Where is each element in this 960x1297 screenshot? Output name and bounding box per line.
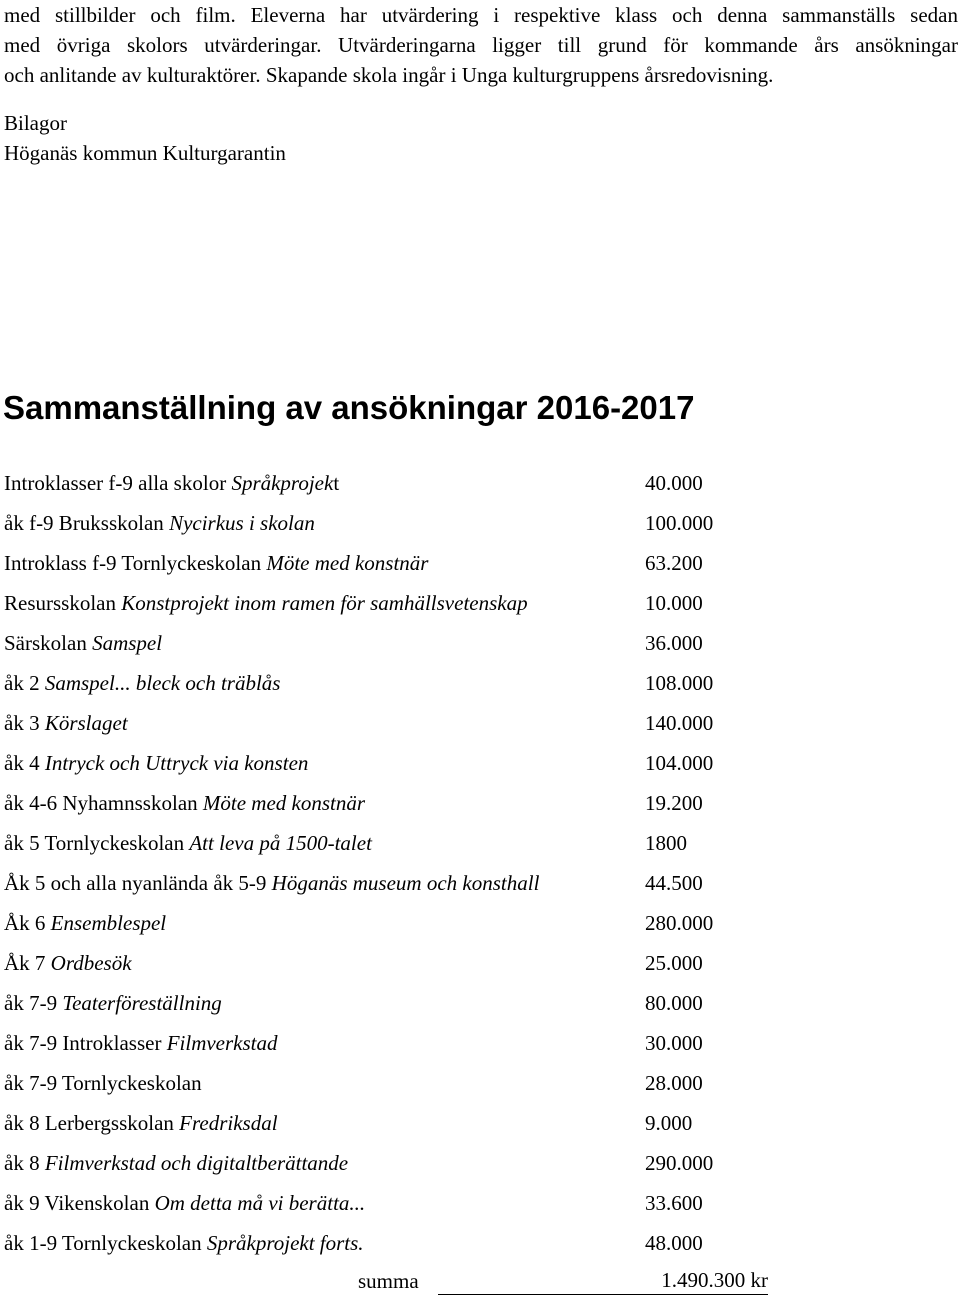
- application-row: [4, 867, 944, 907]
- application-row: [4, 707, 944, 747]
- application-row: [4, 547, 944, 587]
- application-school: åk 8 Lerbergsskolan: [4, 1111, 180, 1135]
- intro-line: och anlitande av kulturaktörer. Skapande skola ingår i Unga kulturgruppens årsredovisning.: [4, 63, 774, 87]
- application-school: åk 9 Vikenskolan: [4, 1191, 155, 1215]
- application-description: [4, 1107, 278, 1139]
- attachments-label: Bilagor: [4, 111, 67, 135]
- attachments-section: [4, 108, 286, 168]
- application-school: åk f-9 Bruksskolan: [4, 511, 170, 535]
- application-amount: 140.000: [645, 711, 714, 735]
- application-amount: 36.000: [645, 631, 703, 655]
- application-row: [4, 827, 944, 867]
- application-amount: 44.500: [645, 871, 703, 895]
- application-project: Möte med konstnär: [202, 791, 366, 815]
- application-row: [4, 907, 944, 947]
- application-amount: 40.000: [645, 471, 703, 495]
- attachment-item: Höganäs kommun Kulturgarantin: [4, 141, 286, 165]
- application-row: [4, 467, 944, 507]
- application-project-suffix: t: [333, 471, 340, 495]
- application-description: [4, 1027, 278, 1059]
- application-project: Ensemblespel: [50, 911, 167, 935]
- application-school: Åk 7: [4, 951, 51, 975]
- application-school: Introklasser f-9 alla skolor: [4, 471, 232, 495]
- application-project: Körslaget: [44, 711, 128, 735]
- application-project: Om detta må vi berätta...: [154, 1191, 366, 1215]
- application-school: åk 3: [4, 711, 45, 735]
- application-row: [4, 747, 944, 787]
- application-description: [4, 867, 539, 899]
- application-description: [4, 747, 308, 779]
- application-description: [4, 547, 428, 579]
- application-amount: 80.000: [645, 991, 703, 1015]
- application-description: [4, 627, 162, 659]
- application-school: Åk 6: [4, 911, 51, 935]
- application-school: åk 7-9: [4, 991, 63, 1015]
- total-label: summa: [358, 1269, 419, 1293]
- application-project: Språkprojek: [231, 471, 334, 495]
- application-description: [4, 987, 222, 1019]
- application-description: [4, 467, 339, 499]
- application-row: [4, 1027, 944, 1067]
- application-amount: 48.000: [645, 1231, 703, 1255]
- application-description: [4, 1227, 364, 1259]
- application-amount: 28.000: [645, 1071, 703, 1095]
- application-amount: 9.000: [645, 1111, 693, 1135]
- application-project: Intryck och Uttryck via konsten: [44, 751, 309, 775]
- application-row: [4, 1147, 944, 1187]
- application-school: åk 4-6 Nyhamnsskolan: [4, 791, 203, 815]
- application-project: Filmverkstad och digitaltberättande: [44, 1151, 349, 1175]
- application-description: [4, 827, 372, 859]
- application-project: Teaterföreställning: [62, 991, 222, 1015]
- application-row: [4, 947, 944, 987]
- application-project: Att leva på 1500-talet: [189, 831, 372, 855]
- intro-line: med övriga skolors utvärderingar. Utvärderingarna ligger till grund för kommande års ansökningar: [4, 33, 958, 57]
- application-description: [4, 667, 280, 699]
- application-project: Filmverkstad: [166, 1031, 278, 1055]
- application-row: [4, 987, 944, 1027]
- application-project: Språkprojekt forts.: [206, 1231, 364, 1255]
- application-description: [4, 907, 166, 939]
- application-amount: 10.000: [645, 591, 703, 615]
- total-value: 1.490.300 kr: [438, 1267, 768, 1295]
- application-project: Fredriksdal: [179, 1111, 278, 1135]
- application-description: [4, 587, 528, 619]
- application-amount: 1800: [645, 831, 687, 855]
- application-amount: 25.000: [645, 951, 703, 975]
- application-amount: 33.600: [645, 1191, 703, 1215]
- application-school: åk 7-9 Tornlyckeskolan: [4, 1071, 202, 1095]
- application-row: [4, 667, 944, 707]
- page-title: Sammanställning av ansökningar 2016-2017: [3, 389, 695, 426]
- application-row: [4, 1107, 944, 1147]
- application-school: åk 4: [4, 751, 45, 775]
- application-amount: 104.000: [645, 751, 714, 775]
- application-amount: 30.000: [645, 1031, 703, 1055]
- application-project: Ordbesök: [50, 951, 132, 975]
- intro-paragraph: [4, 0, 958, 90]
- application-school: åk 5 Tornlyckeskolan: [4, 831, 190, 855]
- application-row: [4, 787, 944, 827]
- application-project: Samspel... bleck och träblås: [44, 671, 281, 695]
- application-amount: 100.000: [645, 511, 714, 535]
- application-school: Särskolan: [4, 631, 93, 655]
- application-amount: 280.000: [645, 911, 714, 935]
- application-project: Möte med konstnär: [266, 551, 429, 575]
- application-school: åk 8: [4, 1151, 45, 1175]
- applications-list: [4, 467, 944, 1267]
- application-description: [4, 1147, 348, 1179]
- application-school: Introklass f-9 Tornlyckeskolan: [4, 551, 267, 575]
- application-project: Nycirkus i skolan: [169, 511, 315, 535]
- application-amount: 19.200: [645, 791, 703, 815]
- application-school: Resursskolan: [4, 591, 122, 615]
- application-project: Höganäs museum och konsthall: [271, 871, 540, 895]
- application-school: Åk 5 och alla nyanlända åk 5-9: [4, 871, 272, 895]
- application-row: [4, 587, 944, 627]
- application-amount: 290.000: [645, 1151, 714, 1175]
- application-row: [4, 1227, 944, 1267]
- application-row: [4, 627, 944, 667]
- application-description: [4, 947, 132, 979]
- application-school: åk 1-9 Tornlyckeskolan: [4, 1231, 207, 1255]
- application-row: [4, 1067, 944, 1107]
- application-project: Konstprojekt inom ramen för samhällsvetenskap: [121, 591, 528, 615]
- application-school: åk 7-9 Introklasser: [4, 1031, 167, 1055]
- application-project: Samspel: [92, 631, 163, 655]
- application-school: åk 2: [4, 671, 45, 695]
- application-row: [4, 1187, 944, 1227]
- application-amount: 108.000: [645, 671, 714, 695]
- application-description: [4, 1187, 365, 1219]
- application-description: [4, 1067, 202, 1099]
- application-description: [4, 507, 315, 539]
- application-row: [4, 507, 944, 547]
- intro-line: med stillbilder och film. Eleverna har utvärdering i respektive klass och denna sammanställs sedan: [4, 3, 958, 27]
- application-description: [4, 787, 365, 819]
- application-description: [4, 707, 128, 739]
- application-amount: 63.200: [645, 551, 703, 575]
